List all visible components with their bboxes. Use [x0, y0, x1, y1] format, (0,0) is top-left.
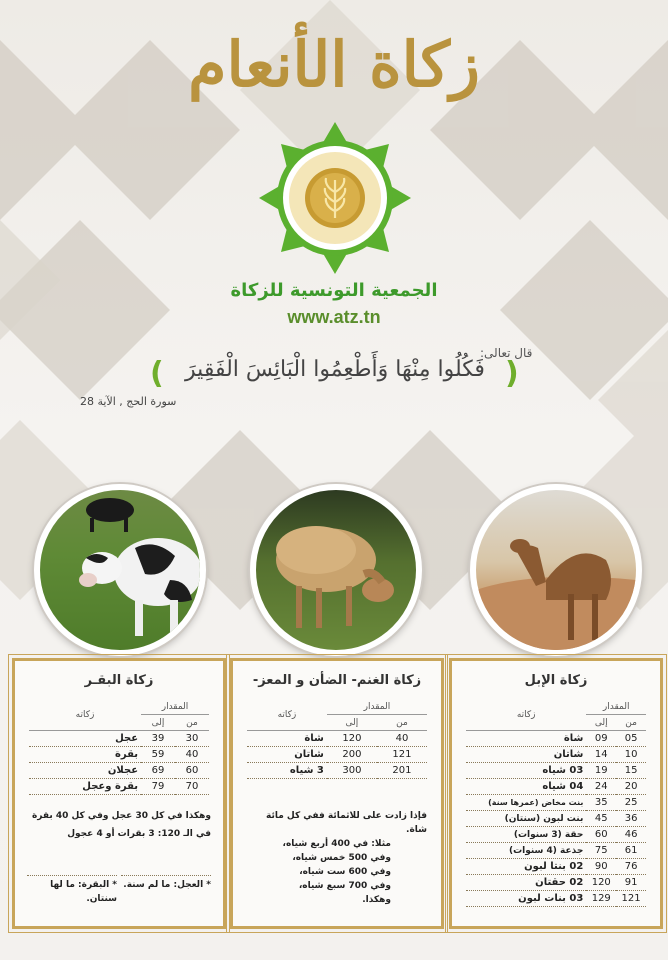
verse-reference: سورة الحج , الآية 28: [80, 395, 177, 408]
ornament-bracket-left-icon: ): [150, 356, 164, 391]
note-line: مثلا: في 400 أربع شياه،: [282, 839, 391, 849]
cell-to: 19: [586, 763, 616, 779]
cell-from: 15: [616, 763, 646, 779]
cell-from: 20: [616, 779, 646, 795]
cell-from: 91: [616, 875, 646, 891]
cell-to: 24: [586, 779, 616, 795]
table-row: [466, 859, 646, 875]
cell-zakat: بنت مخاض (عمرها سنة): [466, 795, 586, 811]
cell-from: 05: [616, 731, 646, 747]
cell-to: 129: [586, 891, 616, 907]
cell-from: 60: [175, 763, 209, 779]
cell-zakat: جذعة (4 سنوات): [466, 843, 586, 859]
table-row: [466, 891, 646, 907]
cell-to: 60: [586, 827, 616, 843]
cell-zakat: 02 حقتان: [466, 875, 586, 891]
cell-zakat: شاة: [466, 731, 586, 747]
cell-from: 61: [616, 843, 646, 859]
cell-zakat: شاة: [247, 731, 327, 747]
to-header: إلى: [586, 715, 616, 731]
organization-name: الجمعية التونسية للزكاة: [230, 280, 438, 301]
table-row: [466, 747, 646, 763]
cell-from: 121: [377, 747, 427, 763]
cell-zakat: بقرة: [29, 747, 141, 763]
table-row: [247, 747, 427, 763]
cell-to: 200: [327, 747, 377, 763]
cell-to: 300: [327, 763, 377, 779]
note-line: وهكذا.: [362, 895, 391, 905]
quran-verse: فَكُلُوا مِنْهَا وَأَطْعِمُوا الْبَائِسَ الْفَقِيرَ: [185, 357, 485, 382]
sheep-note-examples: [251, 837, 391, 907]
cell-zakat: عجل: [29, 731, 141, 747]
sheep-photo: [250, 484, 422, 656]
cell-to: 59: [141, 747, 175, 763]
from-header: من: [377, 715, 427, 731]
to-header: إلى: [327, 715, 377, 731]
quote-intro: قال تعالى:: [480, 346, 533, 360]
from-header: من: [175, 715, 209, 731]
cell-zakat: 3 شياه: [247, 763, 327, 779]
note-line: وفي 600 ست شياه،: [299, 867, 391, 877]
cow-photo: [34, 484, 206, 656]
cell-to: 39: [141, 731, 175, 747]
cell-zakat: شاتان: [247, 747, 327, 763]
sheep-zakat-panel: [230, 658, 444, 929]
cell-zakat: 02 بنتا لبون: [466, 859, 586, 875]
to-header: إلى: [141, 715, 175, 731]
cattle-note-2: في الـ 120: 3 بقرات أو 4 عجول: [67, 829, 211, 839]
cell-to: 79: [141, 779, 175, 795]
note-line: وفي 500 خمس شياه،: [292, 853, 391, 863]
zakat-header: زكاته: [247, 699, 327, 731]
sheep-note-heading: فإذا زادت على للاثمائة ففي كل مائة شاة.: [265, 811, 427, 835]
association-logo-icon: [257, 120, 413, 276]
table-row: [466, 827, 646, 843]
zakat-header: زكاته: [29, 699, 141, 731]
cell-zakat: 04 شياه: [466, 779, 586, 795]
cell-zakat: شاتان: [466, 747, 586, 763]
cow-footnote: * البقرة: ما لها سنتان.: [27, 875, 117, 906]
amount-header: المقدار: [327, 699, 427, 715]
cell-zakat: 03 بنات لبون: [466, 891, 586, 907]
cell-zakat: 03 شياه: [466, 763, 586, 779]
cell-to: 75: [586, 843, 616, 859]
cell-from: 76: [616, 859, 646, 875]
table-row: [466, 843, 646, 859]
cell-to: 90: [586, 859, 616, 875]
cell-zakat: حقة (3 سنوات): [466, 827, 586, 843]
cell-from: 25: [616, 795, 646, 811]
page-title: زكاة الأنعام: [188, 28, 480, 101]
amount-header: المقدار: [586, 699, 646, 715]
table-row: [466, 763, 646, 779]
cell-from: 10: [616, 747, 646, 763]
camel-photo: [470, 484, 642, 656]
zakat-header: زكاته: [466, 699, 586, 731]
table-row: [466, 779, 646, 795]
cell-from: 36: [616, 811, 646, 827]
table-row: [29, 747, 209, 763]
table-row: [29, 763, 209, 779]
cattle-zakat-table: [29, 699, 209, 795]
cell-to: 09: [586, 731, 616, 747]
cell-zakat: بنت لبون (سنتان): [466, 811, 586, 827]
cell-from: 40: [377, 731, 427, 747]
cell-from: 70: [175, 779, 209, 795]
cattle-zakat-panel: [12, 658, 226, 929]
table-row: [466, 811, 646, 827]
cell-to: 35: [586, 795, 616, 811]
note-line: وفي 700 سبع شياه،: [298, 881, 391, 891]
cell-to: 45: [586, 811, 616, 827]
cell-zakat: بقرة وعجل: [29, 779, 141, 795]
cell-from: 46: [616, 827, 646, 843]
table-row: [29, 731, 209, 747]
amount-header: المقدار: [141, 699, 209, 715]
cell-zakat: عجلان: [29, 763, 141, 779]
cell-to: 120: [327, 731, 377, 747]
table-row: [247, 763, 427, 779]
calf-footnote: * العجل: ما لم سنة.: [121, 875, 211, 892]
table-row: [466, 795, 646, 811]
cell-from: 30: [175, 731, 209, 747]
ornament-bracket-right-icon: (: [505, 356, 519, 391]
table-row: [247, 731, 427, 747]
cell-from: 40: [175, 747, 209, 763]
table-row: [29, 779, 209, 795]
camels-zakat-panel: [449, 658, 663, 929]
table-row: [466, 731, 646, 747]
camels-zakat-table: [466, 699, 646, 907]
camels-panel-title: زكاة الإبل: [524, 673, 588, 688]
cell-to: 120: [586, 875, 616, 891]
sheep-panel-title: زكاة الغنم- الضأن و المعز-: [252, 673, 422, 688]
cattle-panel-title: زكاة البقـر: [84, 673, 154, 688]
cell-to: 69: [141, 763, 175, 779]
cell-from: 121: [616, 891, 646, 907]
from-header: من: [616, 715, 646, 731]
table-row: [466, 875, 646, 891]
sheep-zakat-table: [247, 699, 427, 779]
cattle-note-1: وهكذا في كل 30 عجل وفي كل 40 بقرة: [31, 811, 211, 821]
cell-to: 14: [586, 747, 616, 763]
website-link[interactable]: www.atz.tn: [287, 307, 381, 327]
cell-from: 201: [377, 763, 427, 779]
